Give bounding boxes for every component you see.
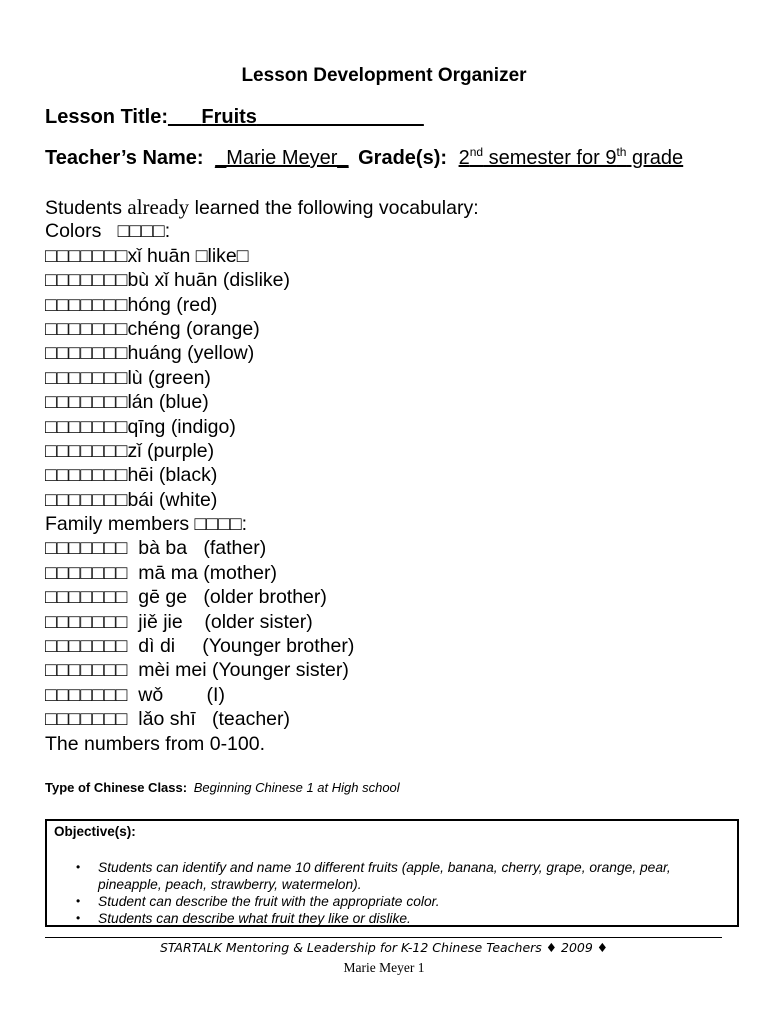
color-vocab-item: □□□□□□□bù xǐ huān (dislike) <box>45 269 291 292</box>
family-vocab-item: □□□□□□□ bà ba (father) <box>45 537 267 560</box>
class-type-label: Type of Chinese Class: <box>45 780 188 795</box>
family-vocab-item: □□□□□□□ gē ge (older brother) <box>45 586 327 609</box>
bullet-icon: • <box>76 860 81 874</box>
objective-text: Students can describe what fruit they like or dislike. <box>98 911 411 926</box>
color-vocab-item: □□□□□□□bái (white) <box>45 488 218 511</box>
teacher-name-label: Teacher’s Name: <box>45 147 204 169</box>
color-vocab-item: □□□□□□□xǐ huān □like□ <box>45 244 249 267</box>
grade-label: Grade(s): <box>358 147 448 169</box>
footer-year: 2009 <box>561 940 593 955</box>
family-vocab-item: □□□□□□□ lǎo shī (teacher) <box>45 708 291 731</box>
color-vocab-item: □□□□□□□zǐ (purple) <box>45 439 215 462</box>
lesson-title-blank-before: ___ <box>168 106 202 128</box>
color-vocabulary-list <box>45 244 479 512</box>
vocabulary-intro: Students already learned the following vocabulary: <box>45 195 479 219</box>
lesson-title-line <box>45 106 424 129</box>
family-vocab-item: □□□□□□□ mèi mei (Younger sister) <box>45 659 349 682</box>
footer-author-page: Marie Meyer 1 <box>343 960 425 975</box>
family-vocab-item: □□□□□□□ wǒ (I) <box>45 683 225 706</box>
family-heading: Family members □□□□: <box>45 513 248 536</box>
objectives-title: Objective(s): <box>54 824 136 839</box>
color-vocab-item: □□□□□□□huáng (yellow) <box>45 342 255 365</box>
color-vocab-item: □□□□□□□lù (green) <box>45 366 211 389</box>
objective-text: Student can describe the fruit with the appropriate color. <box>98 894 440 909</box>
class-type-value: Beginning Chinese 1 at High school <box>193 780 400 795</box>
objective-text: Students can identify and name 10 different fruits (apple, banana, cherry, grape, orange, pear, pineapple, peach, strawberry, watermelon). <box>98 860 671 892</box>
colors-heading: Colors □□□□: <box>45 220 171 243</box>
document-title: Lesson Development Organizer <box>241 65 527 86</box>
objectives-list <box>47 859 728 927</box>
numbers-line: The numbers from 0-100. <box>45 732 266 755</box>
bullet-icon: • <box>76 894 81 908</box>
diamond-icon: ♦ <box>596 940 609 955</box>
teacher-grade-line <box>45 147 683 170</box>
lesson-title-blank-after: _______________ <box>256 106 424 128</box>
bullet-icon: • <box>76 911 81 925</box>
color-vocab-item: □□□□□□□hēi (black) <box>45 464 218 487</box>
color-vocab-item: □□□□□□□lán (blue) <box>45 391 209 414</box>
objective-item <box>47 859 728 893</box>
family-vocabulary-list <box>45 536 479 731</box>
diamond-icon: ♦ <box>545 940 558 955</box>
grade-value: 2nd semester for 9th grade <box>458 145 684 169</box>
lesson-title-value: Fruits <box>201 106 257 128</box>
family-vocab-item: □□□□□□□ mā ma (mother) <box>45 561 277 584</box>
footer-divider <box>45 937 722 938</box>
color-vocab-item: □□□□□□□chéng (orange) <box>45 317 260 340</box>
lesson-title-label: Lesson Title: <box>45 106 168 128</box>
objective-item <box>47 893 728 910</box>
footer-program-text: STARTALK Mentoring & Leadership for K-12 Chinese Teachers <box>159 940 542 955</box>
family-vocab-item: □□□□□□□ jiě jie (older sister) <box>45 610 313 633</box>
family-vocab-item: □□□□□□□ dì di (Younger brother) <box>45 635 355 658</box>
footer-program-line <box>0 940 768 955</box>
objective-item <box>47 910 728 927</box>
teacher-name-value: _Marie Meyer_ <box>215 147 349 169</box>
color-vocab-item: □□□□□□□qīng (indigo) <box>45 415 236 438</box>
vocabulary-section <box>45 195 479 756</box>
color-vocab-item: □□□□□□□hóng (red) <box>45 293 218 316</box>
class-type-line <box>45 780 400 795</box>
objectives-box <box>45 819 739 927</box>
